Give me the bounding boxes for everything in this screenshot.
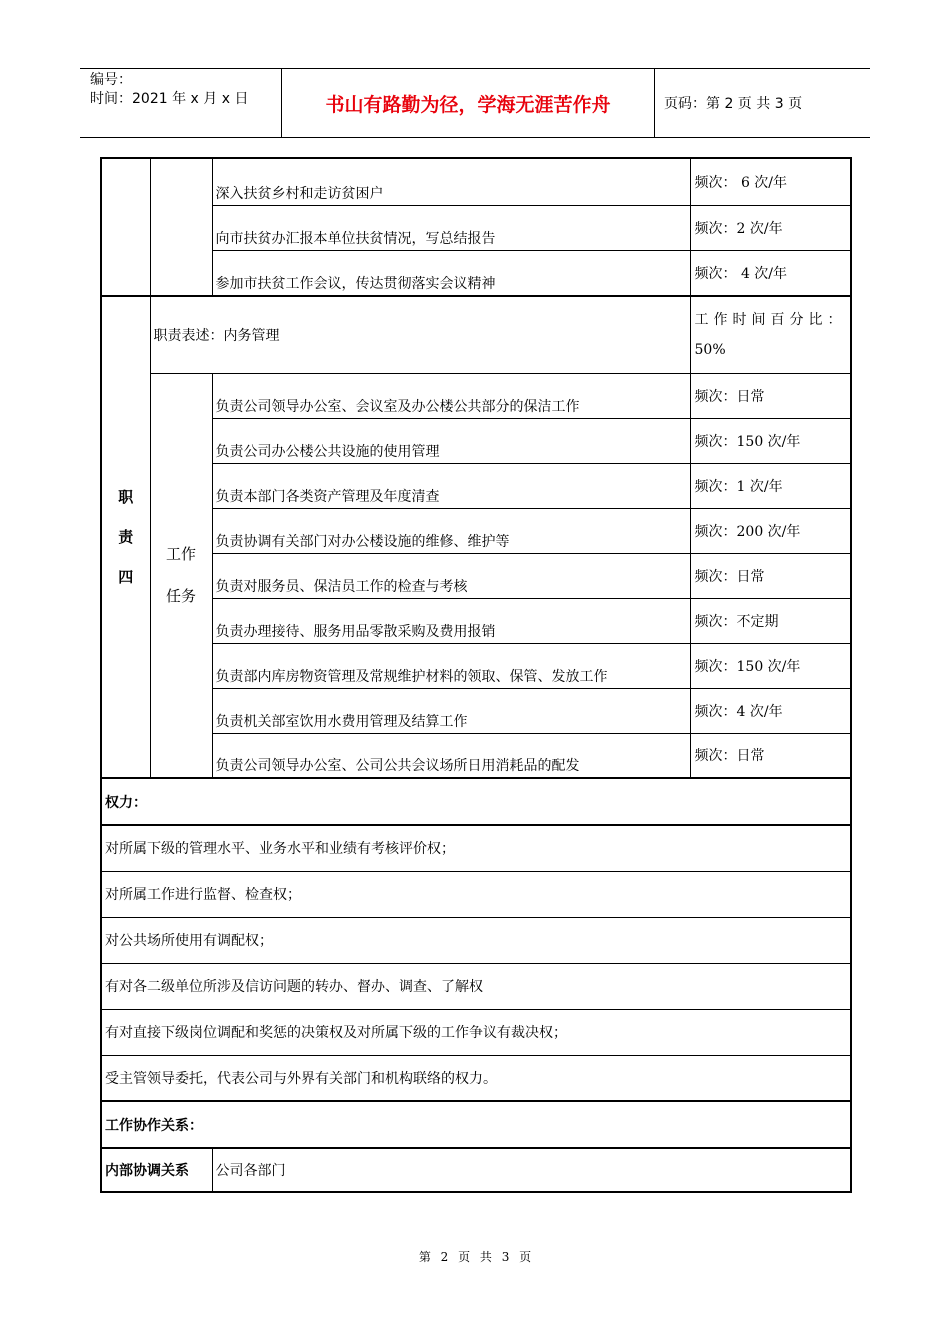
table-row [101,205,851,250]
power-row [101,963,851,1009]
task-frequency: 频次：150 次/年 [690,418,851,463]
table-row [101,463,851,508]
task-frequency: 频次：200 次/年 [690,508,851,553]
task-frequency: 频次：2 次/年 [690,205,851,250]
table-row [101,373,851,418]
task-frequency: 频次：4 次/年 [690,688,851,733]
power-item: 有对各二级单位所涉及信访问题的转办、督办、调查、了解权 [101,963,851,1009]
internal-cooperation-label: 内部协调关系 [101,1148,212,1192]
table-row [101,598,851,643]
duty4-time-ratio: 工作时间百分比： 50% [690,296,851,373]
cooperation-title: 工作协作关系： [101,1101,851,1148]
header-page-info: 页码：第 2 页 共 3 页 [664,96,803,112]
power-row [101,871,851,917]
internal-cooperation-value: 公司各部门 [212,1148,851,1192]
power-item: 对公共场所使用有调配权； [101,917,851,963]
header-meta [80,69,282,137]
task-text: 负责公司领导办公室、会议室及办公楼公共部分的保洁工作 [212,373,690,418]
task-text: 负责机关部室饮用水费用管理及结算工作 [212,688,690,733]
page-footer: 第 2 页 共 3 页 [418,1250,532,1264]
task-frequency: 频次：日常 [690,733,851,778]
power-row [101,825,851,871]
power-row [101,1009,851,1055]
power-item: 对所属下级的管理水平、业务水平和业绩有考核评价权； [101,825,851,871]
job-description-table [100,157,852,1193]
powers-title: 权力： [101,778,851,825]
internal-cooperation-row [101,1148,851,1192]
task-frequency: 频次：1 次/年 [690,463,851,508]
power-row [101,1055,851,1101]
power-item: 有对直接下级岗位调配和奖惩的决策权及对所属下级的工作争议有裁决权； [101,1009,851,1055]
task-text: 负责公司办公楼公共设施的使用管理 [212,418,690,463]
duty3-task-label-cell [150,158,212,296]
task-frequency: 频次： 6 次/年 [690,158,851,205]
duty4-side-label: 职 责 四 [101,296,150,778]
table-row [101,643,851,688]
task-text: 负责对服务员、保洁员工作的检查与考核 [212,553,690,598]
task-text: 负责办理接待、服务用品零散采购及费用报销 [212,598,690,643]
power-item: 受主管领导委托，代表公司与外界有关部门和机构联络的权力。 [101,1055,851,1101]
task-frequency: 频次：不定期 [690,598,851,643]
cooperation-title-row [101,1101,851,1148]
page-header [80,68,870,138]
task-text: 负责公司领导办公室、公司公共会议场所日用消耗品的配发 [212,733,690,778]
task-text: 深入扶贫乡村和走访贫困户 [212,158,690,205]
duty4-statement: 职责表述：内务管理 [150,296,690,373]
task-text: 负责部内库房物资管理及常规维护材料的领取、保管、发放工作 [212,643,690,688]
powers-title-row [101,778,851,825]
task-frequency: 频次：日常 [690,373,851,418]
table-row [101,553,851,598]
table-row [101,508,851,553]
task-text: 参加市扶贫工作会议，传达贯彻落实会议精神 [212,250,690,296]
table-row [101,158,851,205]
header-motto: 书山有路勤为径，学海无涯苦作舟 [282,69,655,137]
table-row [101,250,851,296]
task-text: 负责协调有关部门对办公楼设施的维修、维护等 [212,508,690,553]
table-row [101,688,851,733]
document-date: 时间：2021 年 x 月 x 日 [90,91,249,107]
task-text: 负责本部门各类资产管理及年度清查 [212,463,690,508]
table-row [101,418,851,463]
task-text: 向市扶贫办汇报本单位扶贫情况，写总结报告 [212,205,690,250]
power-row [101,917,851,963]
task-frequency: 频次：日常 [690,553,851,598]
document-number-label: 编号： [90,72,132,88]
task-frequency: 频次： 4 次/年 [690,250,851,296]
task-frequency: 频次：150 次/年 [690,643,851,688]
duty3-side-cell [101,158,150,296]
power-item: 对所属工作进行监督、检查权； [101,871,851,917]
duty4-task-label: 工作 任务 [150,373,212,778]
duty-statement-row [101,296,851,373]
table-row [101,733,851,778]
